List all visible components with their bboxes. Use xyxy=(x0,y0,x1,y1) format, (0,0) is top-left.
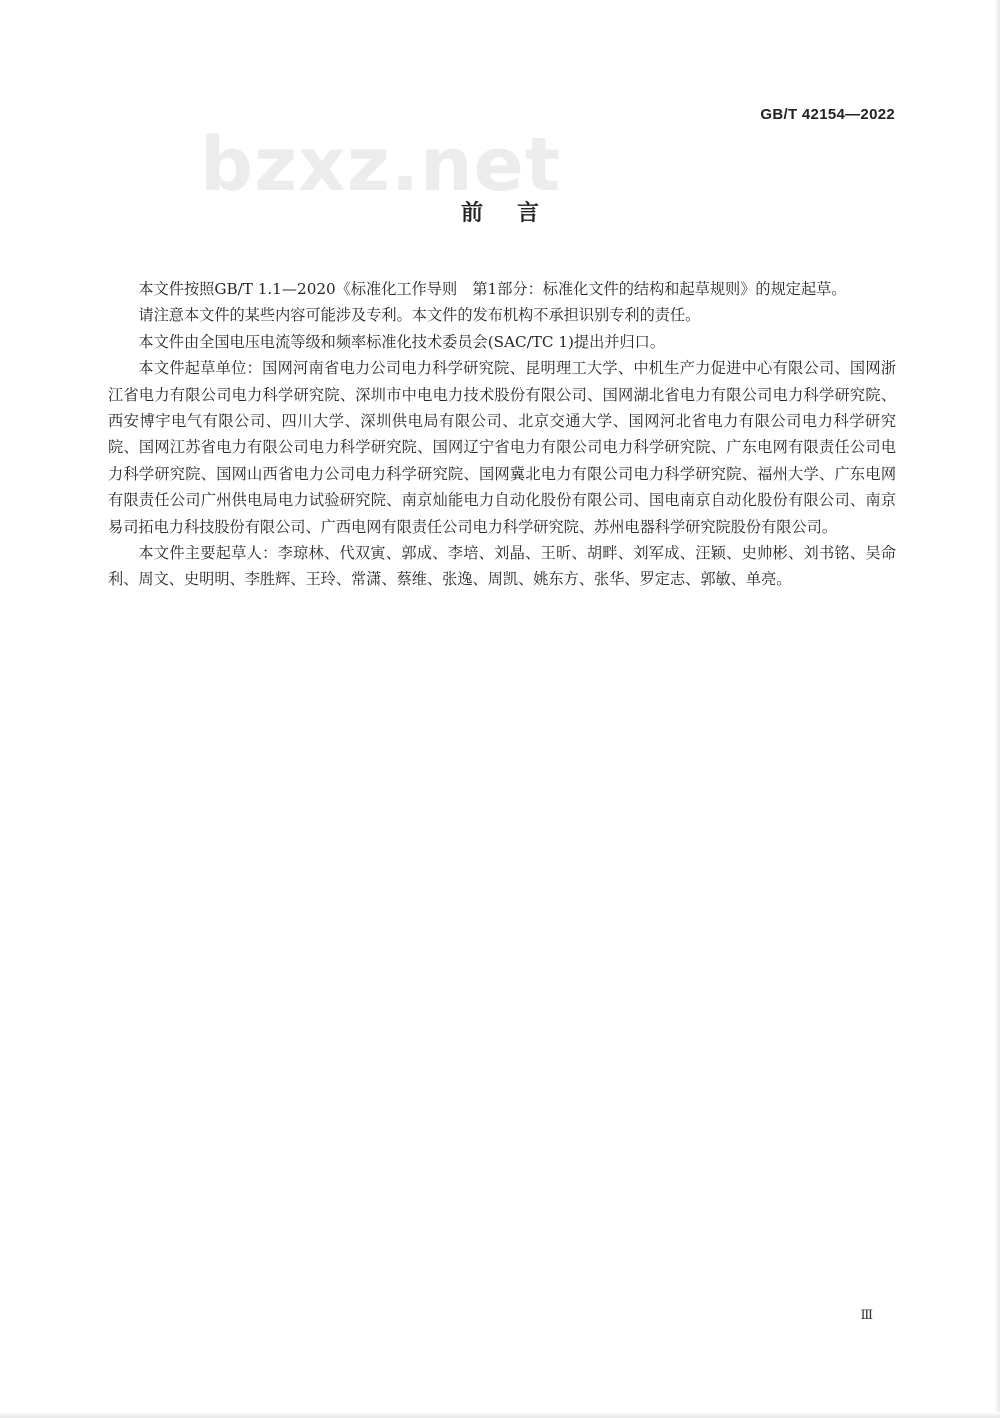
paragraph-patent-notice: 请注意本文件的某些内容可能涉及专利。本文件的发布机构不承担识别专利的责任。 xyxy=(138,306,701,325)
paragraph-drafting-rules: 本文件按照GB/T 1.1—2020《标准化工作导则 第1部分：标准化文件的结构和起草规则》的规定起草。 xyxy=(138,280,847,298)
page-number: Ⅲ xyxy=(860,1308,873,1323)
page-title: 前言 xyxy=(460,201,573,226)
foreword-body xyxy=(108,276,896,593)
page-bottom-edge xyxy=(0,1412,1000,1418)
paragraph-committee: 本文件由全国电压电流等级和频率标准化技术委员会(SAC/TC 1)提出并归口。 xyxy=(138,332,666,351)
paragraph-drafters: 本文件主要起草人：李琼林、代双寅、郭成、李培、刘晶、王昕、胡畔、刘军成、汪颖、史帅彬、刘书铭、吴命利、周文、史明明、李胜辉、王玲、常潇、蔡维、张逸、周凯、姚东方、张华、罗定志、郭敏、单亮。 xyxy=(108,544,896,589)
standard-number: GB/T 42154—2022 xyxy=(760,106,895,123)
paragraph-drafting-units: 本文件起草单位：国网河南省电力公司电力科学研究院、昆明理工大学、中机生产力促进中心有限公司、国网浙江省电力有限公司电力科学研究院、深圳市中电电力技术股份有限公司、国网湖北省电力有限公司电力科学研究院、西安博宇电气有限公司、四川大学、深圳供电局有限公司、北京交通大学、国网河北省电力有限公司电力科学研究院、国网江苏省电力有限公司电力科学研究院、国网辽宁省电力有限公司电力科学研究院、广东电网有限责任公司电力科学研究院、国网山西省电力公司电力科学研究院、国网冀北电力有限公司电力科学研究院、福州大学、广东电网有限责任公司广州供电局电力试验研究院、南京灿能电力自动化股份有限公司、国电南京自动化股份有限公司、南京易司拓电力科技股份有限公司、广西电网有限责任公司电力科学研究院、苏州电器科学研究院股份有限公司。 xyxy=(108,359,896,536)
watermark: bzxz.net xyxy=(200,122,562,208)
